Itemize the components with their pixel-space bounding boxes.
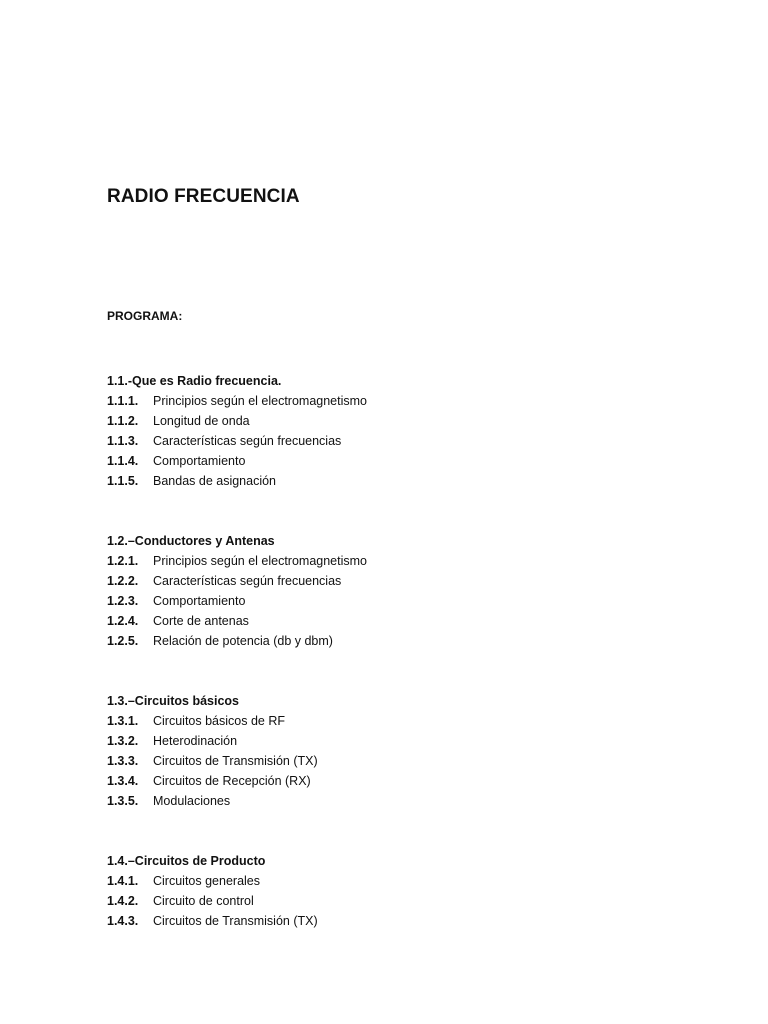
section-1-2 bbox=[107, 531, 707, 651]
item-number: 1.2.1. bbox=[107, 554, 139, 568]
item-label: Circuitos básicos de RF bbox=[153, 714, 285, 728]
item-number: 1.1.5. bbox=[107, 474, 139, 488]
item-number: 1.4.3. bbox=[107, 914, 139, 928]
item-number: 1.2.2. bbox=[107, 574, 139, 588]
item-label: Características según frecuencias bbox=[153, 434, 342, 448]
list-item bbox=[107, 731, 707, 751]
list-item bbox=[107, 611, 707, 631]
list-item bbox=[107, 751, 707, 771]
item-number: 1.2.3. bbox=[107, 594, 139, 608]
list-item bbox=[107, 711, 707, 731]
item-label: Modulaciones bbox=[153, 794, 231, 808]
item-number: 1.2.5. bbox=[107, 634, 139, 648]
item-number: 1.1.4. bbox=[107, 454, 139, 468]
item-label: Circuito de control bbox=[153, 894, 254, 908]
list-item bbox=[107, 431, 707, 451]
section-1-4 bbox=[107, 851, 707, 931]
list-item bbox=[107, 631, 707, 651]
list-item bbox=[107, 591, 707, 611]
item-label: Principios según el electromagnetismo bbox=[153, 554, 367, 568]
item-label: Circuitos de Transmisión (TX) bbox=[153, 914, 318, 928]
list-item bbox=[107, 911, 707, 931]
item-label: Características según frecuencias bbox=[153, 574, 342, 588]
list-item bbox=[107, 551, 707, 571]
item-label: Longitud de onda bbox=[153, 414, 250, 428]
list-item bbox=[107, 771, 707, 791]
item-label: Corte de antenas bbox=[153, 614, 249, 628]
item-label: Comportamiento bbox=[153, 454, 246, 468]
item-label: Circuitos generales bbox=[153, 874, 260, 888]
list-item bbox=[107, 391, 707, 411]
section-1-1 bbox=[107, 371, 707, 491]
item-number: 1.1.3. bbox=[107, 434, 139, 448]
item-number: 1.3.5. bbox=[107, 794, 139, 808]
list-item bbox=[107, 411, 707, 431]
item-number: 1.3.3. bbox=[107, 754, 139, 768]
item-number: 1.4.1. bbox=[107, 874, 139, 888]
list-item bbox=[107, 471, 707, 491]
section-1-3 bbox=[107, 691, 707, 811]
list-item bbox=[107, 791, 707, 811]
section-heading: 1.1.-Que es Radio frecuencia. bbox=[107, 374, 282, 388]
item-label: Heterodinación bbox=[153, 734, 238, 748]
list-item bbox=[107, 871, 707, 891]
item-number: 1.1.1. bbox=[107, 394, 139, 408]
item-label: Relación de potencia (db y dbm) bbox=[153, 634, 333, 648]
item-number: 1.1.2. bbox=[107, 414, 139, 428]
section-heading: 1.2.–Conductores y Antenas bbox=[107, 534, 275, 548]
program-label: PROGRAMA: bbox=[107, 309, 183, 323]
item-label: Principios según el electromagnetismo bbox=[153, 394, 367, 408]
item-label: Bandas de asignación bbox=[153, 474, 277, 488]
item-label: Circuitos de Recepción (RX) bbox=[153, 774, 311, 788]
item-number: 1.2.4. bbox=[107, 614, 139, 628]
item-label: Comportamiento bbox=[153, 594, 246, 608]
item-number: 1.4.2. bbox=[107, 894, 139, 908]
document-title: RADIO FRECUENCIA bbox=[107, 186, 300, 207]
list-item bbox=[107, 571, 707, 591]
item-number: 1.3.1. bbox=[107, 714, 139, 728]
list-item bbox=[107, 891, 707, 911]
item-label: Circuitos de Transmisión (TX) bbox=[153, 754, 318, 768]
item-number: 1.3.2. bbox=[107, 734, 139, 748]
item-number: 1.3.4. bbox=[107, 774, 139, 788]
list-item bbox=[107, 451, 707, 471]
section-heading: 1.4.–Circuitos de Producto bbox=[107, 854, 266, 868]
section-heading: 1.3.–Circuitos básicos bbox=[107, 694, 240, 708]
